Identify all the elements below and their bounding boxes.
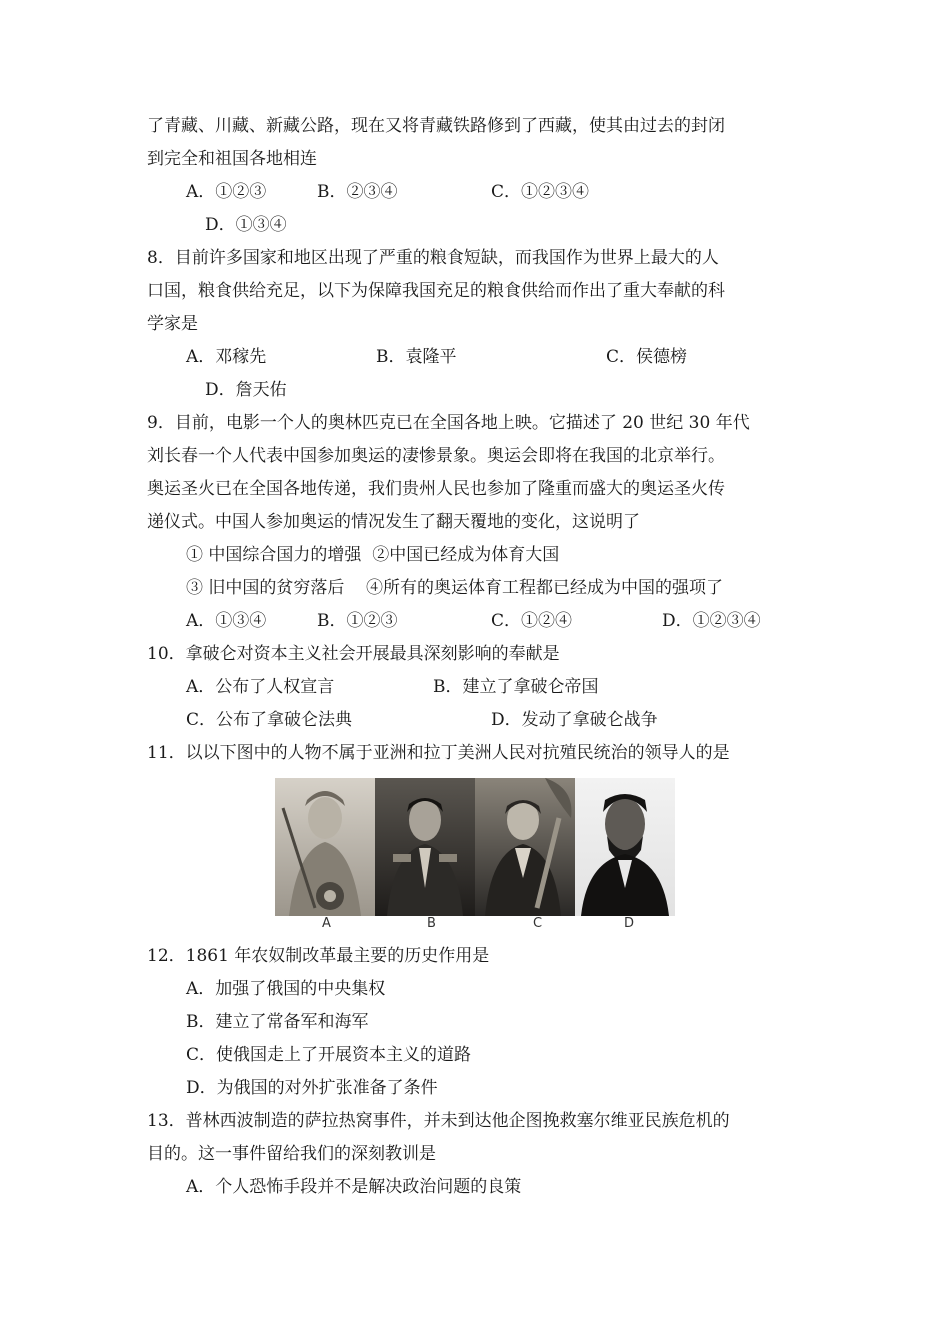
q12-option-a: A．加强了俄国的中央集权 — [186, 979, 386, 999]
q9-statements-1: ① 中国综合国力的增强 ②中国已经成为体育大国 — [186, 545, 560, 565]
q9-stem-line1: 9．目前，电影一个人的奥林匹克已在全国各地上映。它描述了 20 世纪 30 年代 — [147, 413, 750, 433]
q9-option-d: D．①②③④ — [662, 611, 761, 631]
portrait-label-c: C — [533, 916, 543, 931]
q10-option-b: B．建立了拿破仑帝国 — [433, 677, 599, 697]
q7-text-line2: 到完全和祖国各地相连 — [147, 149, 317, 169]
q13-stem-line1: 13．普林西波制造的萨拉热窝事件，并未到达他企图挽救塞尔维亚民族危机的 — [147, 1111, 730, 1131]
portrait-label-d: D — [624, 916, 635, 931]
q10-option-d: D．发动了拿破仑战争 — [491, 710, 658, 730]
q10-stem: 10．拿破仑对资本主义社会开展最具深刻影响的奉献是 — [147, 644, 560, 664]
q9-option-b: B．①②③ — [317, 611, 398, 631]
q9-stem-line4: 递仪式。中国人参加奥运的情况发生了翻天覆地的变化，这说明了 — [147, 512, 640, 532]
q7-option-b: B．②③④ — [317, 182, 398, 202]
portrait-b — [375, 778, 475, 916]
portrait-a — [275, 778, 375, 916]
q13-stem-line2: 目的。这一事件留给我们的深刻教训是 — [147, 1144, 436, 1164]
q12-option-b: B．建立了常备军和海军 — [186, 1012, 369, 1032]
q8-option-d: D．詹天佑 — [205, 380, 287, 400]
q9-option-a: A．①③④ — [186, 611, 267, 631]
q8-option-a: A．邓稼先 — [186, 347, 267, 367]
q9-option-c: C．①②④ — [491, 611, 573, 631]
q9-stem-line3: 奥运圣火已在全国各地传递，我们贵州人民也参加了隆重而盛大的奥运圣火传 — [147, 479, 725, 499]
portrait-label-b: B — [427, 916, 436, 931]
q7-text-line1: 了青藏、川藏、新藏公路，现在又将青藏铁路修到了西藏，使其由过去的封闭 — [147, 116, 725, 136]
q9-stem-line2: 刘长春一个人代表中国参加奥运的凄惨景象。奥运会即将在我国的北京举行。 — [147, 446, 725, 466]
portrait-label-a: A — [322, 916, 331, 931]
q10-option-c: C．公布了拿破仑法典 — [186, 710, 353, 730]
q7-option-d: D．①③④ — [205, 215, 287, 235]
q9-statements-2: ③ 旧中国的贫穷落后 ④所有的奥运体育工程都已经成为中国的强项了 — [186, 578, 724, 598]
q11-portraits-figure — [275, 778, 675, 935]
q12-option-c: C．使俄国走上了开展资本主义的道路 — [186, 1045, 472, 1065]
portrait-d — [575, 778, 675, 916]
q10-option-a: A．公布了人权宣言 — [186, 677, 335, 697]
q8-stem-line3: 学家是 — [147, 314, 198, 334]
portrait-c — [475, 778, 575, 916]
q11-stem: 11．以以下图中的人物不属于亚洲和拉丁美洲人民对抗殖民统治的领导人的是 — [147, 743, 730, 763]
q8-option-b: B．袁隆平 — [376, 347, 457, 367]
q7-option-a: A．①②③ — [186, 182, 267, 202]
q8-stem-line2: 口国，粮食供给充足，以下为保障我国充足的粮食供给而作出了重大奉献的科 — [147, 281, 725, 301]
q8-option-c: C．侯德榜 — [606, 347, 688, 367]
q12-option-d: D．为俄国的对外扩张准备了条件 — [186, 1078, 438, 1098]
portrait-strip — [275, 778, 675, 916]
q8-stem-line1: 8．目前许多国家和地区出现了严重的粮食短缺，而我国作为世界上最大的人 — [147, 248, 719, 268]
q12-stem: 12．1861 年农奴制改革最主要的历史作用是 — [147, 946, 490, 966]
q7-option-c: C．①②③④ — [491, 182, 590, 202]
q13-option-a: A．个人恐怖手段并不是解决政治问题的良策 — [186, 1177, 522, 1197]
